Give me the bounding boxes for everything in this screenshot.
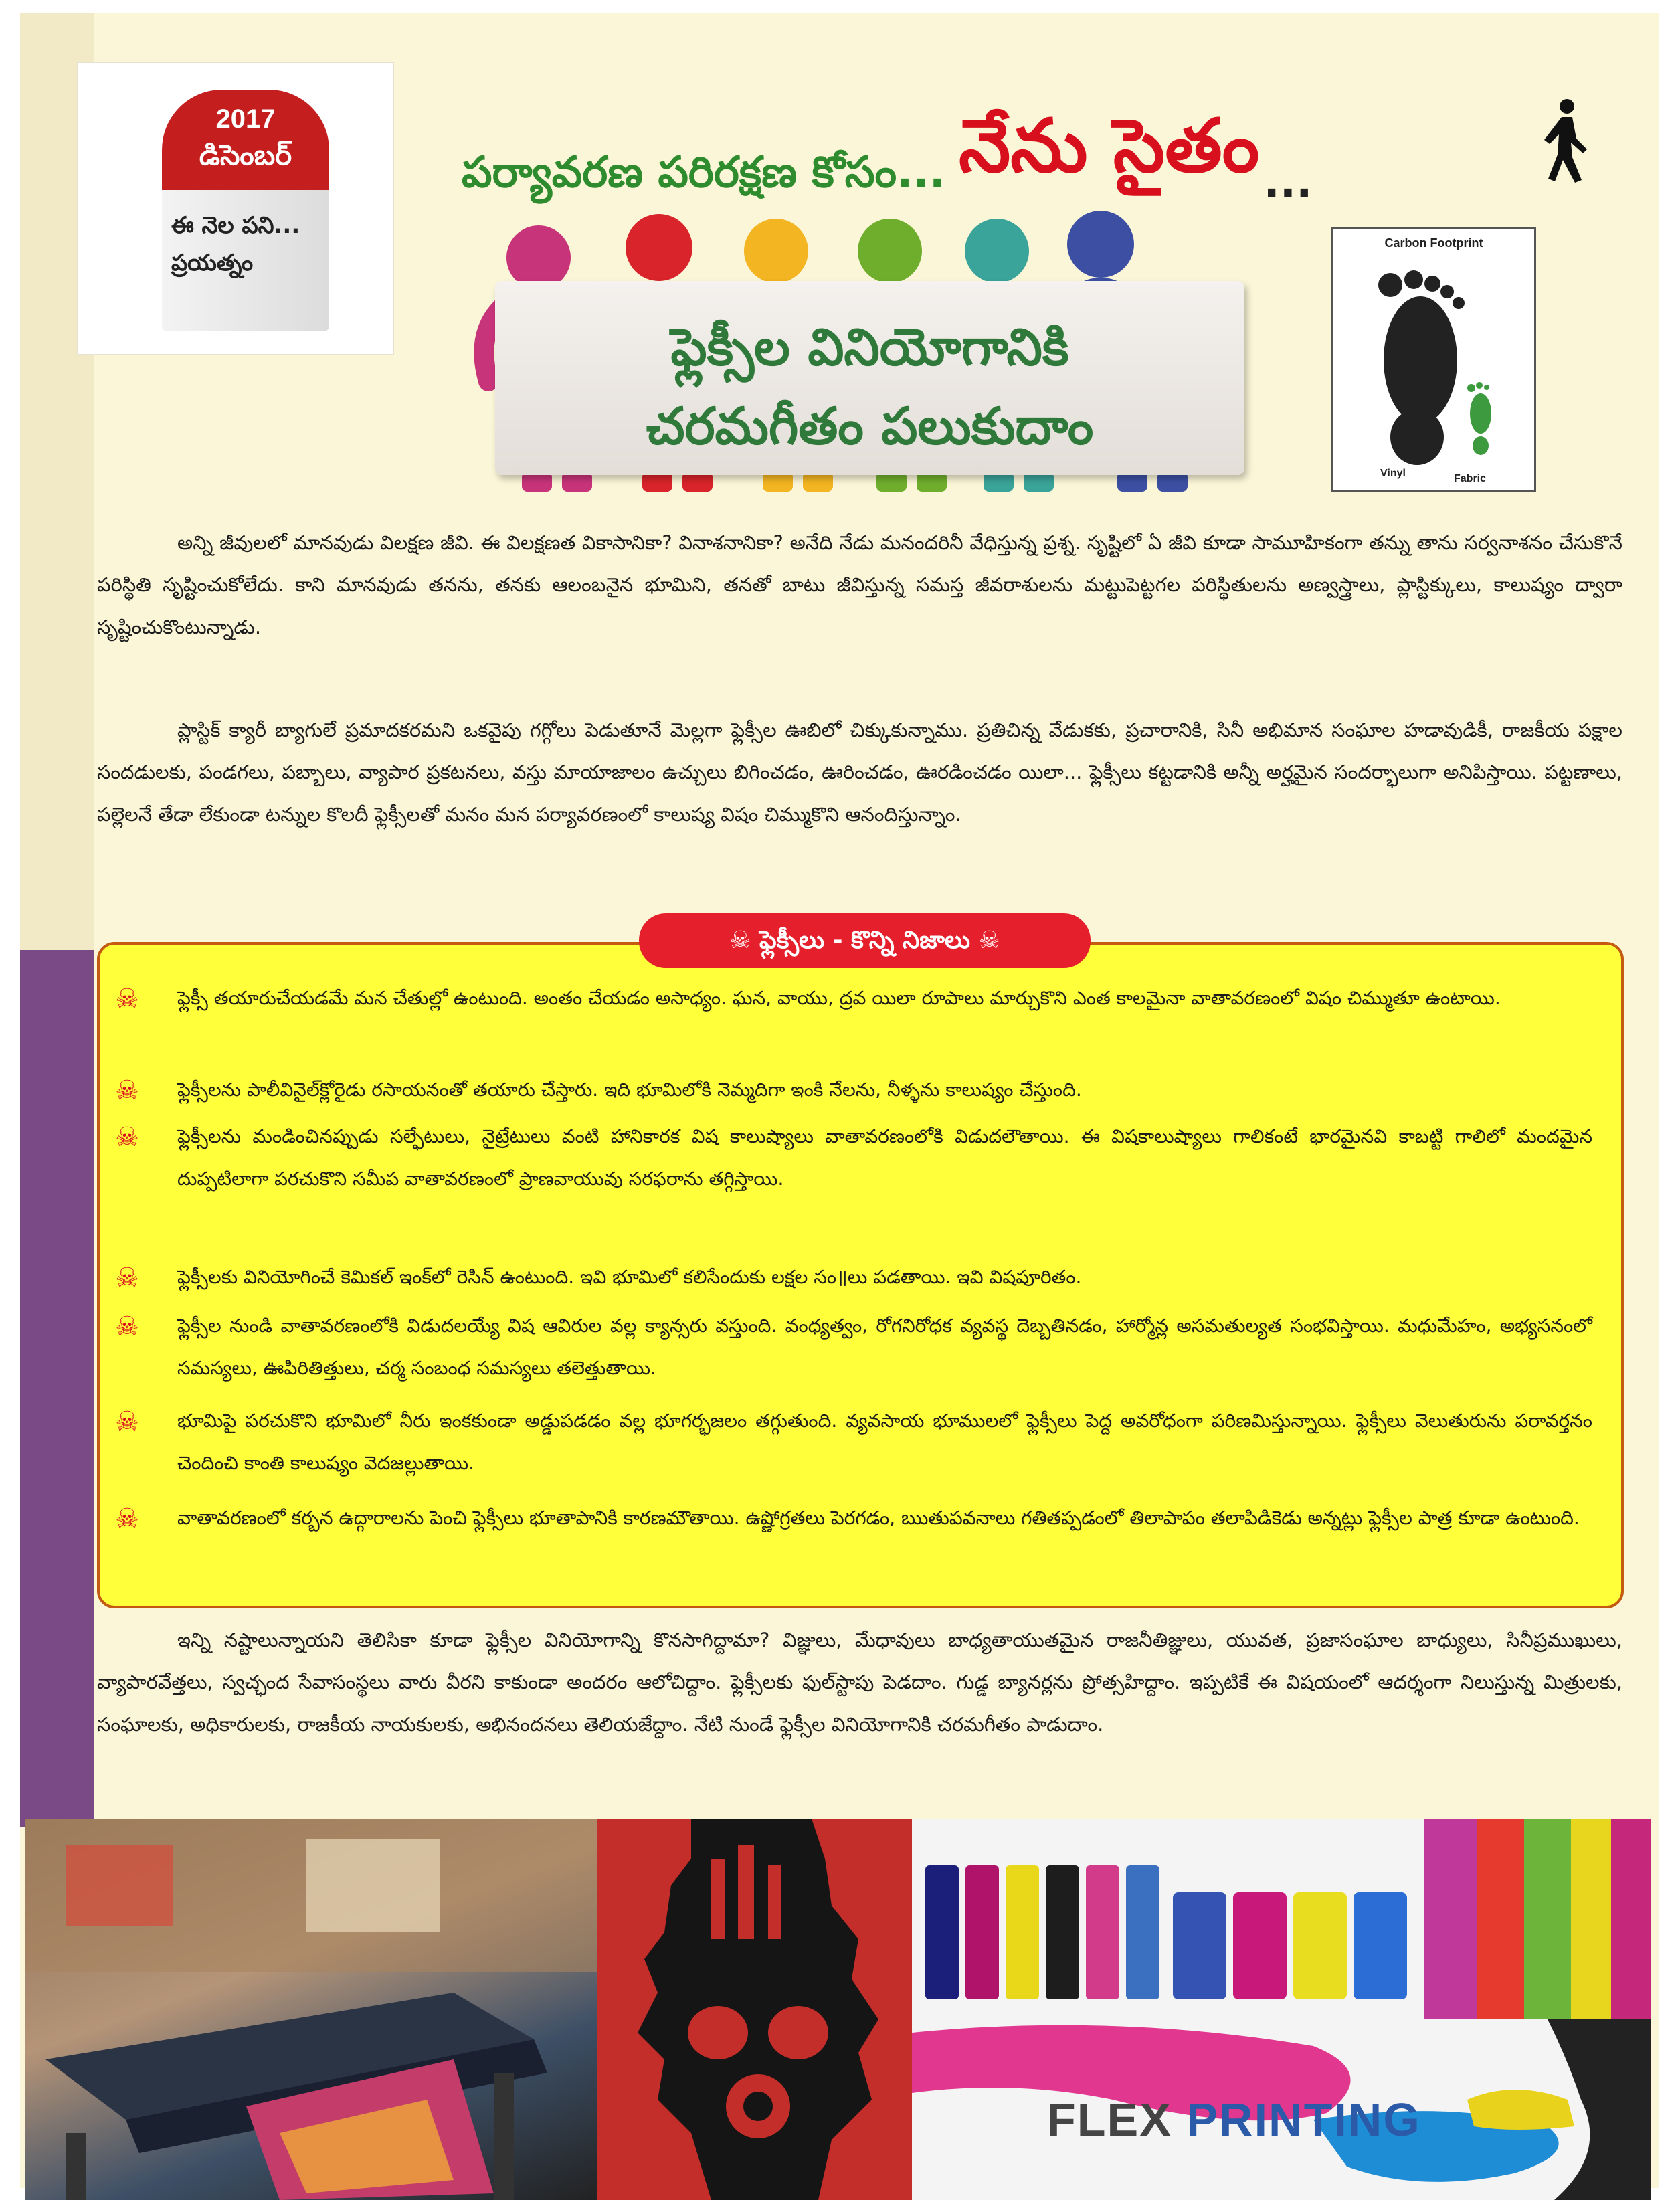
ink-bottles-image bbox=[912, 1819, 1424, 2019]
skull-crossbones-icon: ☠ bbox=[115, 1122, 139, 1153]
carbon-footprint-box bbox=[1331, 227, 1536, 492]
skull-crossbones-icon: ☠ bbox=[115, 984, 139, 1014]
printer-illustration bbox=[25, 1819, 597, 2200]
calendar-box bbox=[162, 90, 329, 331]
calendar-year: 2017 bbox=[215, 104, 276, 134]
walking-person-icon bbox=[1532, 97, 1592, 184]
calendar-line-1: ఈ నెల పని... bbox=[171, 212, 300, 239]
skull-crossbones-icon: ☠ bbox=[729, 927, 760, 954]
skull-crossbones-icon: ☠ bbox=[115, 1503, 139, 1534]
printing-word: PRINTING bbox=[1186, 2094, 1421, 2146]
footprint-label-fabric: Fabric bbox=[1454, 473, 1487, 484]
footprint-icon bbox=[1354, 260, 1514, 467]
calendar-badge bbox=[77, 62, 394, 355]
flex-printing-label bbox=[1047, 2093, 1421, 2146]
footprint-title: Carbon Footprint bbox=[1384, 236, 1483, 250]
fact-item: ఫ్లెక్సీ తయారుచేయడమే మన చేతుల్లో ఉంటుంది. అంతం చేయడం అసాధ్యం. ఘన, వాయు, ద్రవ యిలా రూపాలు మార్చుకొని ఎంత కాలమైనా వాతావరణంలో విషం చిమ్ముతూ ఉంటాయి. bbox=[177, 987, 1501, 1009]
intro-paragraph-2: ప్లాస్టిక్ క్యారీ బ్యాగులే ప్రమాదకరమని ఒకవైపు గగ్గోలు పెడుతూనే మెల్లగా ఫ్లెక్సీల ఊబిలో చిక్కుకున్నాము. ప్రతిచిన్న వేడుకకు, ప్రచారానికి, సినీ అభిమాన సంఘాల హడావుడికీ, రాజకీయ పక్షాల సందడులకు, పండగలు, పబ్బాలు, వ్యాపార ప్రకటనలు, వస్తు మాయాజాలం ఉచ్చులు బిగించడం, ఊరించడం, ఊరడించడం యిలా... ఫ్లెక్సీలు కట్టడానికి అన్నీ అర్హమైన సందర్భాలుగా అనిపిస్తాయి. పట్టణాలు, పల్లెలనే తేడా లేకుండా టన్నుల కొలదీ ఫ్లెక్సీలతో మనం మన పర్యావరణంలో కాలుష్య విషం చిమ్ముకొని ఆనందిస్తున్నాం. bbox=[97, 719, 1622, 826]
footprint-label-vinyl: Vinyl bbox=[1380, 468, 1406, 479]
skull-crossbones-icon: ☠ bbox=[115, 1311, 139, 1342]
fact-item: ఫ్లెక్సీలకు వినియోగించే కెమికల్ ఇంక్‌లో రెసిన్ ఉంటుంది. ఇవి భూమిలో కలిసేందుకు లక్షల సం॥లు పడతాయి. ఇవి విషపూరితం. bbox=[177, 1266, 1082, 1288]
banner-line-2: చరమగీతం పలుకుదాం bbox=[646, 396, 1094, 456]
skull-crossbones-icon: ☠ bbox=[115, 1075, 139, 1106]
banner-line-1: ఫ్లెక్సీల వినియోగానికి bbox=[670, 317, 1069, 377]
paint-splash-image bbox=[1424, 1819, 1651, 2019]
fact-item: ఫ్లెక్సీలను మండించినప్పుడు సల్ఫేటులు, నైట్రేటులు వంటి హానికారక విష కాలుష్యాలు వాతావరణంలోకి విడుదలౌతాయి. ఈ విషకాలుష్యాలు గాలికంటే భారమైనవి కాబట్టి గాలిలో మందమైన దుప్పటిలాగా పరచుకొని సమీప వాతావరణంలో ప్రాణవాయువు సరఫరాను తగ్గిస్తాయి. bbox=[177, 1125, 1592, 1190]
gas-mask-illustration bbox=[597, 1819, 912, 2200]
large-format-printer-image bbox=[25, 1819, 597, 2200]
fact-item: భూమిపై పరచుకొని భూమిలో నీరు ఇంకకుండా అడ్డుపడడం వల్ల భూగర్భజలం తగ్గుతుంది. వ్యవసాయ భూములలో ఫ్లెక్సీలు పెద్ద అవరోధంగా పరిణమిస్తున్నాయి. ఫ్లెక్సీలు వెలుతురును పరావర్తనం చెందించి కాంతి కాలుష్యం వెదజల్లుతాయి. bbox=[177, 1410, 1592, 1474]
fact-item: వాతావరణంలో కర్బన ఉద్గారాలను పెంచి ఫ్లెక్సీలు భూతాపానికి కారణమౌతాయి. ఉష్ణోగ్రతలు పెరగడం, ఋతుపవనాలు గతితప్పడంలో తిలాపాపం తలాపిడికెడు అన్నట్లు ఫ్లెక్సీల పాత్ర కూడా ఉంటుంది. bbox=[177, 1507, 1580, 1529]
fact-item: ఫ్లెక్సీలను పాలీవినైల్‌క్లోరైడు రసాయనంతో తయారు చేస్తారు. ఇది భూమిలోకి నెమ్మదిగా ఇంకి నేలను, నీళ్ళను కాలుష్యం చేస్తుంది. bbox=[177, 1079, 1082, 1101]
closing-paragraph: ఇన్ని నష్టాలున్నాయని తెలిసికా కూడా ఫ్లెక్సీల వినియోగాన్ని కొనసాగిద్దామా? విజ్ఞులు, మేధావులు బాధ్యతాయుతమైన రాజనీతిజ్ఞులు, యువత, ప్రజాసంఘాల బాధ్యులు, సినీప్రముఖులు, వ్యాపారవేత్తలు, స్వచ్ఛంద సేవాసంస్థలు వారు వీరని కాకుండా అందరం ఆలోచిద్దాం. ఫ్లెక్సీలకు ఫుల్‌స్టాపు పెడదాం. గుడ్డ బ్యానర్లను ప్రోత్సహిద్దాం. ఇప్పటికే ఈ విషయంలో ఆదర్శంగా నిలుస్తున్న మిత్రులకు, సంఘాలకు, అధికారులకు, రాజకీయ నాయకులకు, అభినందనలు తెలియజేద్దాం. నేటి నుండే ఫ్లెక్సీల వినియోగానికి చరమగీతం పాడుదాం. bbox=[97, 1629, 1622, 1736]
headline-part-1: పర్యావరణ పరిరక్షణ కోసం... bbox=[462, 148, 946, 197]
banner-text bbox=[495, 308, 1244, 466]
calendar-header bbox=[162, 90, 329, 190]
skull-crossbones-icon: ☠ bbox=[115, 1406, 139, 1437]
facts-title-pill bbox=[639, 913, 1091, 968]
fact-item: ఫ్లెక్సీల నుండి వాతావరణంలోకి విడుదలయ్యే విష ఆవిరుల వల్ల క్యాన్సరు వస్తుంది. వంధ్యత్వం, రోగనిరోధక వ్యవస్థ దెబ్బతినడం, హార్మోన్ల అసమతుల్యత సంభవిస్తాయి. మధుమేహం, అభ్యసనంలో సమస్యలు, ఊపిరితిత్తులు, చర్మ సంబంధ సమస్యలు తలెత్తుతాయి. bbox=[177, 1315, 1592, 1379]
calendar-line-2: ప్రయత్నం bbox=[171, 250, 254, 276]
flex-word: FLEX bbox=[1047, 2094, 1187, 2146]
headline-part-2: నేను సైతం bbox=[959, 103, 1260, 189]
gas-mask-factory-image bbox=[597, 1819, 912, 2200]
intro-paragraph-1: అన్ని జీవులలో మానవుడు విలక్షణ జీవి. ఈ విలక్షణత వికాసానికా? వినాశనానికా? అనేది నేడు మనందరినీ వేధిస్తున్న ప్రశ్న. సృష్టిలో ఏ జీవి కూడా సామూహికంగా తన్ను తాను సర్వనాశనం చేసుకొనే పరిస్థితి సృష్టించుకోలేదు. కాని మానవుడు తనను, తనకు ఆలంబనైన భూమిని, తనతో బాటు జీవిస్తున్న సమస్త జీవరాశులను మట్టుపెట్టగల పరిస్థితులను అణ్వస్త్రాలు, ప్లాస్టిక్కులు, కాలుష్యం ద్వారా సృష్టించుకొంటున్నాడు. bbox=[97, 531, 1622, 638]
paint-splash-illustration bbox=[1424, 1819, 1651, 2019]
facts-title: ఫ్లెక్సీలు - కొన్ని నిజాలు bbox=[759, 927, 970, 954]
calendar-month: డిసెంబర్ bbox=[199, 139, 292, 171]
calendar-body bbox=[171, 207, 322, 282]
ink-bottles-illustration bbox=[912, 1819, 1424, 2019]
skull-crossbones-icon: ☠ bbox=[115, 1263, 139, 1293]
headline bbox=[462, 103, 1313, 207]
headline-dots: ... bbox=[1263, 158, 1313, 207]
banner bbox=[495, 281, 1244, 475]
skull-crossbones-icon: ☠ bbox=[978, 927, 1000, 954]
